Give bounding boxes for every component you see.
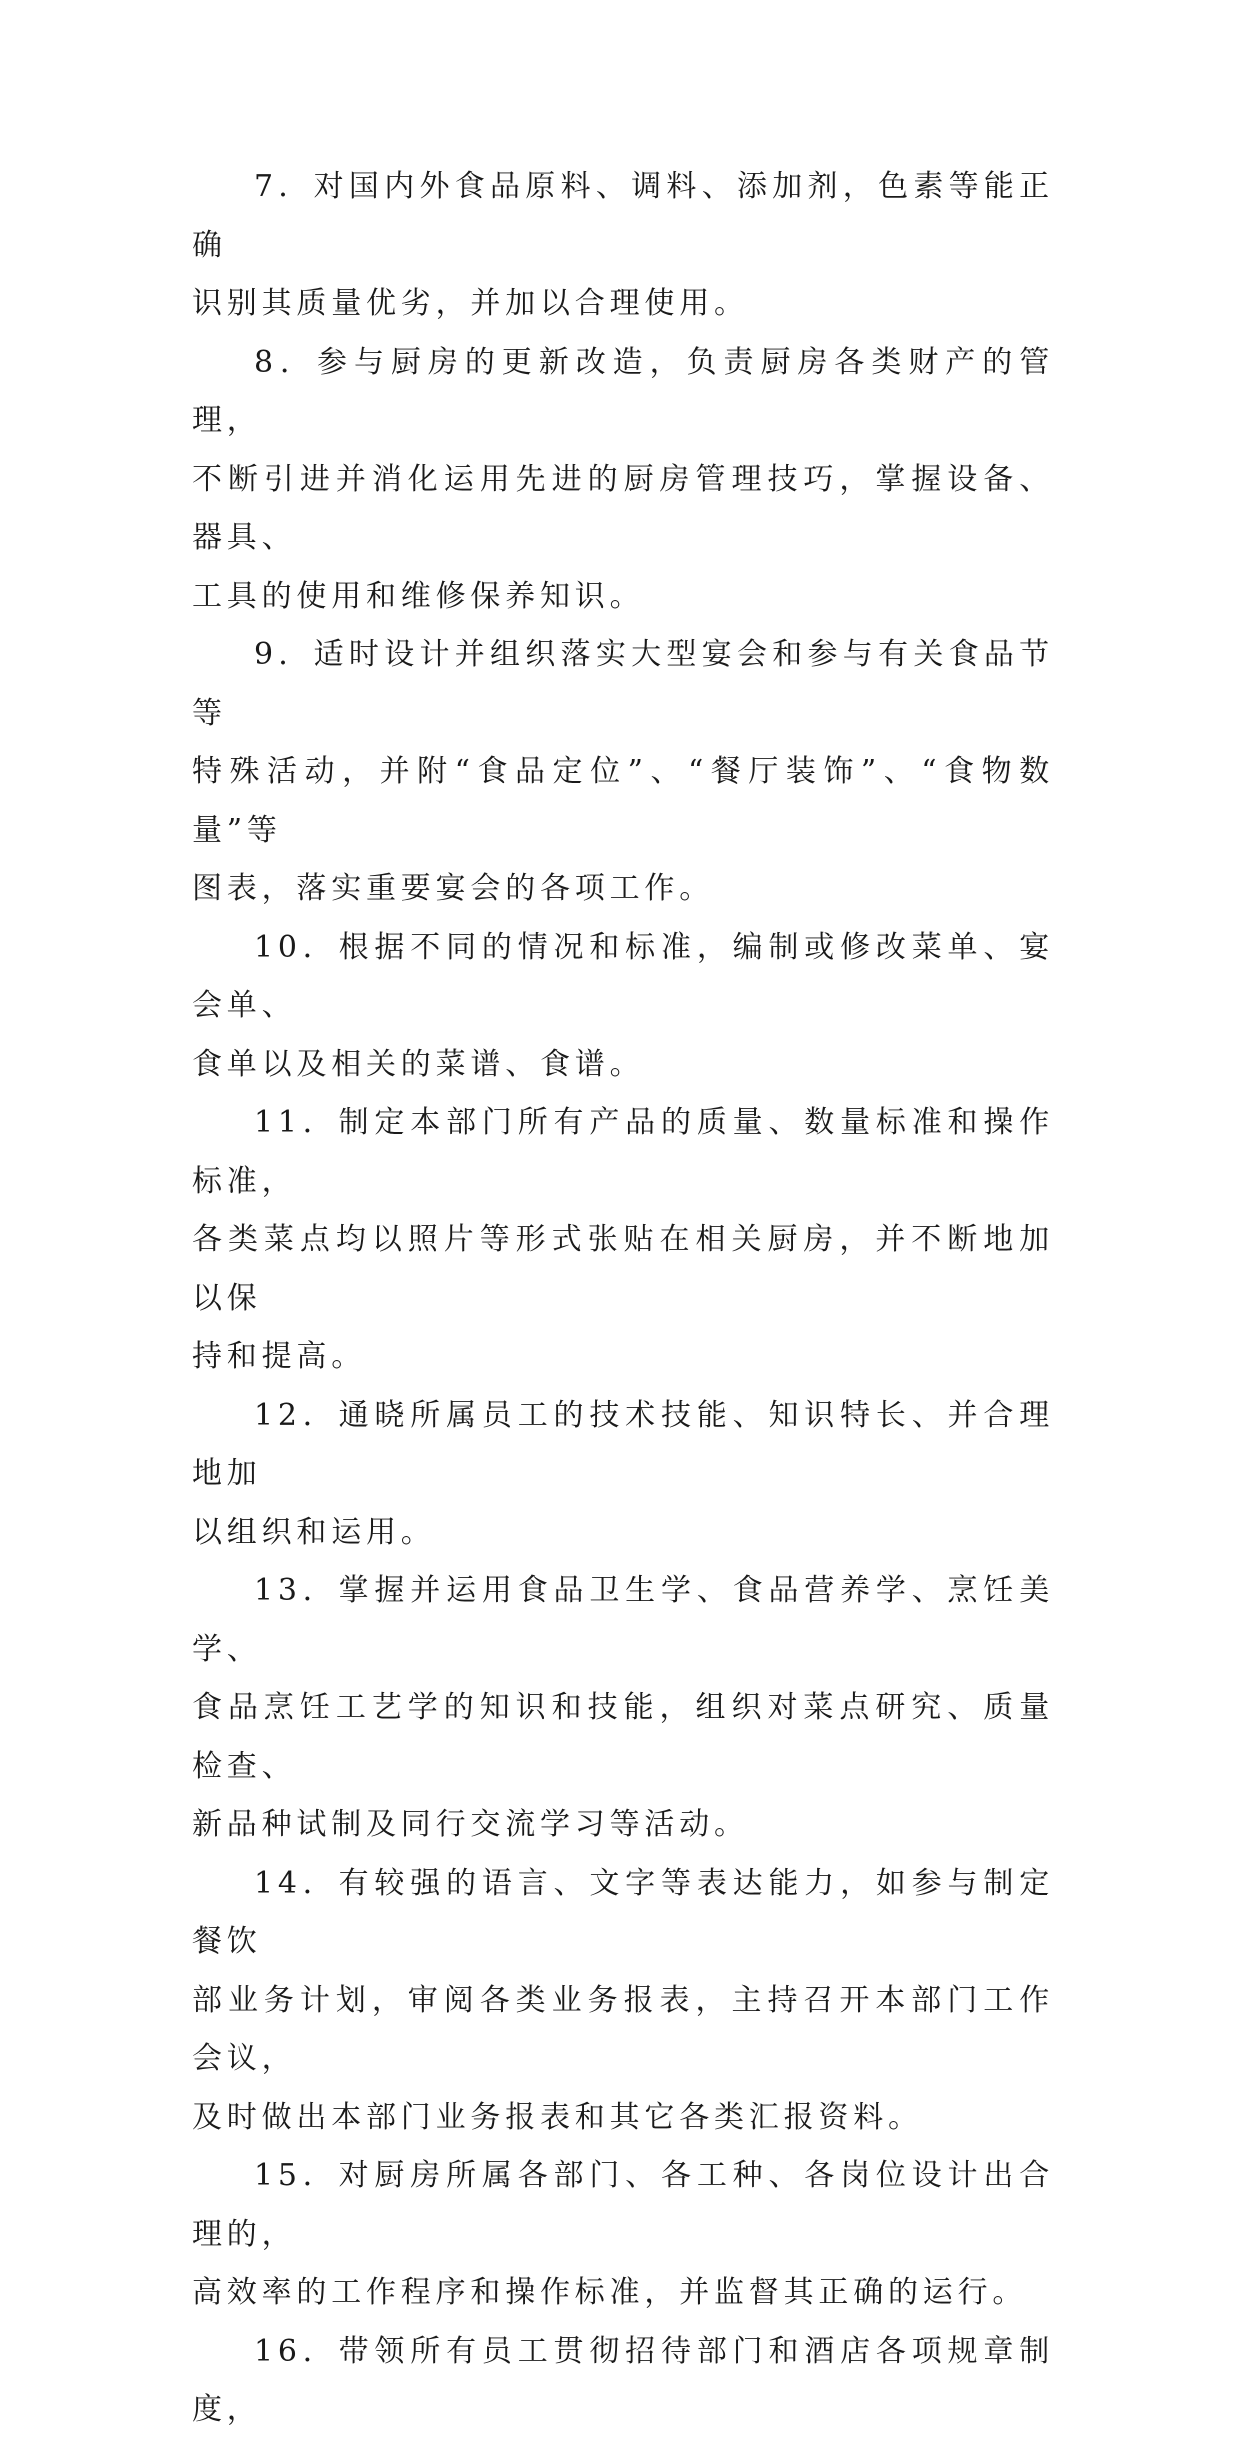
paragraph-line: 9．适时设计并组织落实大型宴会和参与有关食品节等 xyxy=(192,637,1054,731)
paragraph-line: 12．通晓所属员工的技术技能、知识特长、并合理地加 xyxy=(192,1397,1054,1491)
paragraph-item-12 xyxy=(192,1387,1054,1563)
paragraph-item-8 xyxy=(192,334,1054,627)
paragraph-line: 新品种试制及同行交流学习等活动。 xyxy=(192,1807,749,1842)
paragraph-line: 7．对国内外食品原料、调料、添加剂，色素等能正确 xyxy=(192,169,1054,263)
paragraph-line: 以组织和运用。 xyxy=(192,1514,436,1550)
paragraph-line: 13．掌握并运用食品卫生学、食品营养学、烹饪美学、 xyxy=(192,1573,1054,1667)
paragraph-line: 及时做出本部门业务报表和其它各类汇报资料。 xyxy=(192,2099,923,2135)
paragraph-line: 14．有较强的语言、文字等表达能力，如参与制定餐饮 xyxy=(192,1865,1054,1959)
paragraph-line: 15．对厨房所属各部门、各工种、各岗位设计出合理的， xyxy=(192,2158,1054,2252)
paragraph-line: 10．根据不同的情况和标准，编制或修改菜单、宴会单、 xyxy=(192,929,1054,1023)
paragraph-line: 图表，落实重要宴会的各项工作。 xyxy=(192,871,714,906)
paragraph-line: 16．带领所有员工贯彻招待部门和酒店各项规章制度， xyxy=(192,2333,1054,2427)
paragraph-line: 高效率的工作程序和操作标准，并监督其正确的运行。 xyxy=(192,2275,1028,2310)
paragraph-item-14 xyxy=(192,1855,1054,2148)
document-body xyxy=(192,158,1054,2440)
paragraph-item-7 xyxy=(192,158,1054,334)
paragraph-item-11 xyxy=(192,1094,1054,1387)
paragraph-item-10 xyxy=(192,919,1054,1095)
paragraph-line: 持和提高。 xyxy=(192,1339,366,1374)
paragraph-line: 11．制定本部门所有产品的质量、数量标准和操作标准， xyxy=(192,1105,1054,1199)
paragraph-item-15 xyxy=(192,2147,1054,2323)
paragraph-line: 食单以及相关的菜谱、食谱。 xyxy=(192,1046,645,1082)
paragraph-line: 各类菜点均以照片等形式张贴在相关厨房，并不断地加以保 xyxy=(192,1222,1054,1316)
paragraph-line: 部业务计划，审阅各类业务报表，主持召开本部门工作会议， xyxy=(192,1982,1054,2076)
paragraph-item-13 xyxy=(192,1562,1054,1855)
paragraph-line: 识别其质量优劣，并加以合理使用。 xyxy=(192,286,749,321)
paragraph-line: 8．参与厨房的更新改造，负责厨房各类财产的管理， xyxy=(192,344,1054,438)
paragraph-line: 工具的使用和维修保养知识。 xyxy=(192,578,645,614)
paragraph-line: 特殊活动，并附“食品定位”、“餐厅装饰”、“食物数量”等 xyxy=(192,754,1054,848)
paragraph-item-16 xyxy=(192,2323,1054,2440)
paragraph-line: 不断引进并消化运用先进的厨房管理技巧，掌握设备、器具、 xyxy=(192,461,1054,555)
paragraph-item-9 xyxy=(192,626,1054,919)
paragraph-line: 食品烹饪工艺学的知识和技能，组织对菜点研究、质量检查、 xyxy=(192,1690,1054,1784)
